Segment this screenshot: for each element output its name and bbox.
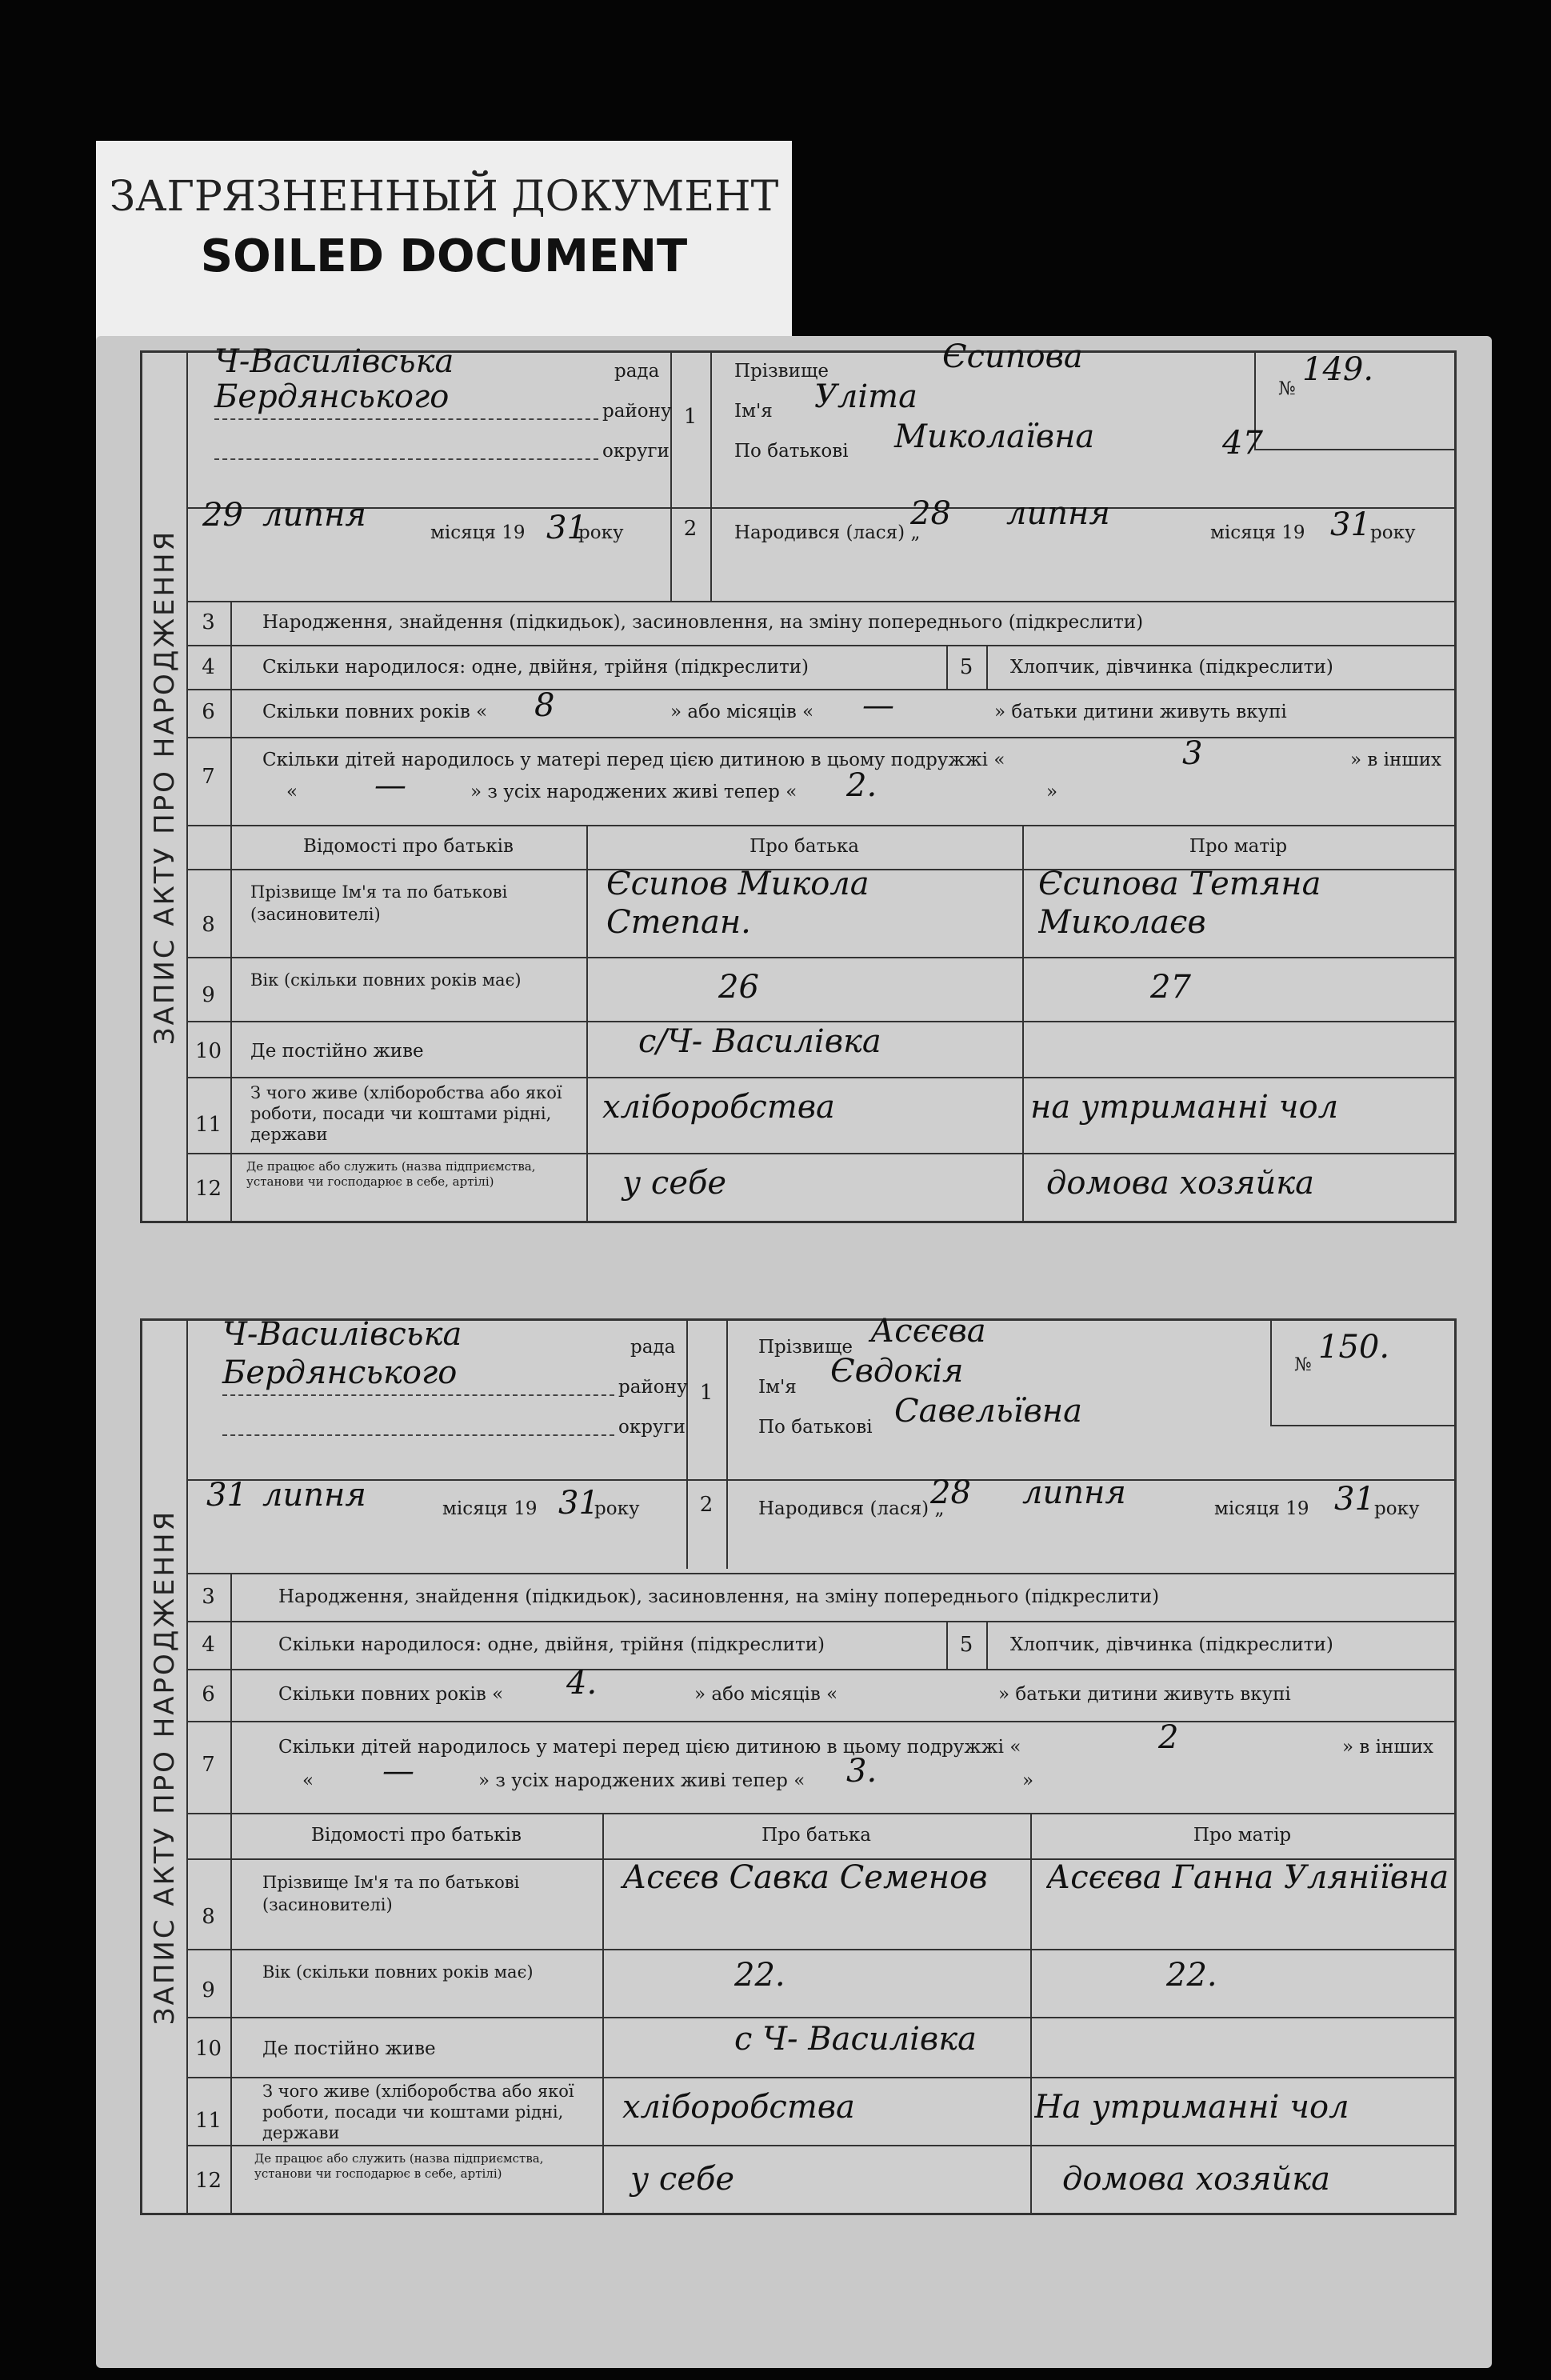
row5-label: Хлопчик, дівчинка (підкреслити) — [1010, 657, 1333, 678]
row5-label: Хлопчик, дівчинка (підкреслити) — [1010, 1634, 1333, 1655]
reg-month-value: липня — [262, 1477, 366, 1514]
children-alive-value: 3. — [846, 1753, 877, 1790]
children-other-value: — — [374, 767, 406, 804]
birth-record-1: ЗАПИС АКТУ ПРО НАРОДЖЕННЯ Ч-Василівська рада Бердянського району округи 1 Прізвище Єсипова Ім'я Уліта По батькові Миколаївна 47 № 149. 29 липня місяця 19 31 року 2 Народився (лася) „ 28 липня місяця 19 31 року 3 Народження, знайдення (підкидьок), засиновлення, на зміну попереднього (підкреслити) 4 Скільки народилося: одне, двійня, трійня (підкреслити) 5 Хлопчик, дівчинка (підкреслити) 6 Скільки повних років « 8 » або місяців « — » батьки дитини живуть вкупі 7 Скільки дітей народилось у матері перед цією дитиною в цьому подружжі « 3 » в інших « — » з усіх народжених живі тепер « 2. » Відомості про батьків Про батька Про матір 8 Прізвище Ім'я та по батькові (засиновителі) Єсипов Микола Степан. Єсипова Тетяна Миколаєв 9 Вік (скільки повних років має) 26 27 10 Де постійно живе с/Ч- Василівка 11 З чого живе (хліборобства або якої роботи, посади чи коштами рідні, держави хліборобства на утриманні чол 12 Де працює або служить (назва підприємства, установи чи господарює в себе, артілі) у себе домова хозяйка — [140, 350, 1457, 1223]
father-name-value: Єсипов Микола Степан. — [606, 866, 869, 941]
row3-label: Народження, знайдення (підкидьок), засиновлення, на зміну попереднього (підкреслити) — [262, 612, 1144, 633]
birth-day-value: 28 — [930, 1474, 971, 1511]
reg-district-value: Бердянського — [222, 1354, 458, 1391]
reg-month-value: липня — [262, 497, 366, 534]
birth-month-value: липня — [1022, 1474, 1126, 1511]
mother-work-value: домова хозяйка — [1062, 2161, 1330, 2198]
children-before-value: 2 — [1158, 1719, 1179, 1756]
child-patronymic-value: Миколаївна — [894, 418, 1095, 455]
birth-record-2: ЗАПИС АКТУ ПРО НАРОДЖЕННЯ Ч-Василівська рада Бердянського району округи 1 Прізвище Асєєва Ім'я Євдокія По батькові Савельївна № 150. 31 липня місяця 19 31 року 2 Народився (лася) „ 28 липня місяця 19 31 року 3 Народження, знайдення (підкидьок), засиновлення, на зміну попереднього (підкреслити) 4 Скільки народилося: одне, двійня, трійня (підкреслити) 5 Хлопчик, дівчинка (підкреслити) 6 Скільки повних років « 4. » або місяців « » батьки дитини живуть вкупі 7 Скільки дітей народилось у матері перед цією дитиною в цьому подружжі « 2 » в інших « — » з усіх народжених живі тепер « 3. » Відомості про батьків Про батька Про матір 8 Прізвище Ім'я та по батькові (засиновителі) Асєєв Савка Семенов Асєєва Ганна Уляніївна 9 Вік (скільки повних років має) 22. 22. 10 Де постійно живе с Ч- Василівка 11 З чого живе (хліборобства або якої роботи, посади чи коштами рідні, держави хліборобства На утриманні чол 12 Де працює або служить (назва підприємства, установи чи господарює в себе, артілі) у себе домова хозяйка — [140, 1318, 1457, 2215]
birth-month-value: липня — [1006, 495, 1110, 532]
row4-label: Скільки народилося: одне, двійня, трійня (підкреслити) — [262, 657, 809, 678]
birth-year-value: 31 — [1334, 1481, 1375, 1518]
children-before-value: 3 — [1182, 735, 1203, 772]
reg-day-value: 29 — [202, 497, 243, 534]
child-surname-value: Асєєва — [870, 1313, 986, 1350]
mother-living-value: На утриманні чол — [1034, 2089, 1349, 2126]
mother-age-value: 22. — [1166, 1957, 1217, 1994]
children-other-value: — — [382, 1753, 414, 1790]
stamp-line-english: SOILED DOCUMENT — [200, 230, 688, 282]
reg-village-value: Ч-Василівська — [222, 1316, 462, 1353]
side-mark: 47 — [1222, 425, 1263, 462]
reg-village-value: Ч-Василівська — [214, 343, 454, 380]
row4-label: Скільки народилося: одне, двійня, трійня (підкреслити) — [278, 1634, 825, 1655]
mother-living-value: на утриманні чол — [1030, 1089, 1339, 1126]
birth-year-value: 31 — [1330, 506, 1371, 543]
father-work-value: у себе — [630, 2161, 735, 2198]
soiled-document-stamp — [96, 141, 792, 358]
record-number-value: 150. — [1318, 1329, 1390, 1366]
child-name-value: Уліта — [814, 378, 917, 415]
residence-value: с Ч- Василівка — [734, 2021, 977, 2058]
child-patronymic-value: Савельївна — [894, 1393, 1082, 1430]
reg-year-value: 31 — [558, 1485, 599, 1522]
row3-label: Народження, знайдення (підкидьок), засиновлення, на зміну попереднього (підкреслити) — [278, 1586, 1160, 1607]
child-surname-value: Єсипова — [942, 338, 1083, 375]
reg-year-value: 31 — [546, 510, 587, 546]
record-number-value: 149. — [1302, 351, 1374, 388]
father-work-value: у себе — [622, 1165, 727, 1202]
father-living-value: хліборобства — [602, 1089, 835, 1126]
birth-day-value: 28 — [910, 495, 951, 532]
years-together-value: 4. — [566, 1665, 598, 1702]
reg-day-value: 31 — [206, 1477, 247, 1514]
record-side-title: ЗАПИС АКТУ ПРО НАРОДЖЕННЯ — [142, 1321, 188, 2213]
father-age-value: 26 — [718, 969, 759, 1006]
mother-name-value: Єсипова Тетяна Миколаєв — [1038, 866, 1321, 941]
reg-district-value: Бердянського — [214, 378, 450, 415]
mother-work-value: домова хозяйка — [1046, 1165, 1314, 1202]
mother-age-value: 27 — [1150, 969, 1191, 1006]
register-page — [96, 336, 1492, 2368]
father-living-value: хліборобства — [622, 2089, 855, 2126]
stamp-line-russian: ЗАГРЯЗНЕННЫЙ ДОКУМЕНТ — [109, 173, 779, 221]
children-alive-value: 2. — [846, 767, 877, 804]
father-age-value: 22. — [734, 1957, 785, 1994]
child-name-value: Євдокія — [830, 1353, 964, 1390]
years-together-value: 8 — [534, 687, 555, 724]
record-side-title: ЗАПИС АКТУ ПРО НАРОДЖЕННЯ — [142, 353, 188, 1221]
mother-name-value: Асєєва Ганна Уляніївна — [1046, 1859, 1449, 1896]
residence-value: с/Ч- Василівка — [638, 1023, 881, 1060]
father-name-value: Асєєв Савка Семенов — [622, 1859, 988, 1896]
months-together-value: — — [862, 687, 894, 724]
